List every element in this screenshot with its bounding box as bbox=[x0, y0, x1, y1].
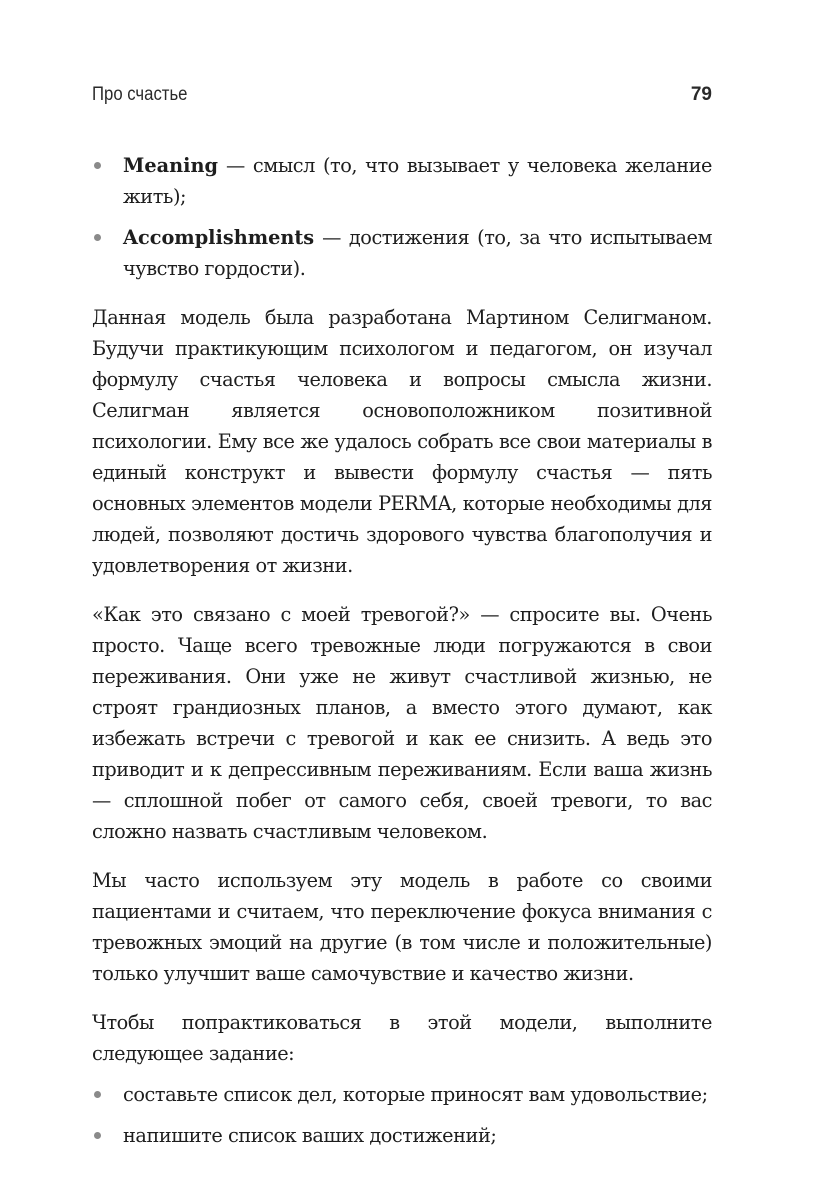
bullet-list-tasks bbox=[92, 1079, 712, 1151]
list-item bbox=[92, 222, 712, 284]
running-header bbox=[92, 84, 712, 112]
bullet-list-perma bbox=[92, 150, 712, 284]
list-item bbox=[92, 150, 712, 212]
bullet-text: напишите список ваших достижений; bbox=[123, 1124, 497, 1147]
bullet-term: Accomplishments bbox=[123, 226, 315, 249]
bullet-text: составьте список дел, которые приносят вам удовольствие; bbox=[123, 1083, 708, 1106]
list-item bbox=[92, 1079, 712, 1110]
bullet-text: — достижения (то, за что испытываем чувство гордости). bbox=[123, 226, 712, 280]
paragraph: Данная модель была разработана Мартином Селигманом. Будучи практикующим психологом и педагогом, он изучал формулу счастья человека и вопросы смысла жизни. Селигман является основоположником позитивной психологии. Ему все же удалось собрать все свои материалы в единый конструкт и вывести формулу счастья — пять основных элементов модели PERMA, которые необходимы для людей, позволяют достичь здорового чувства благополучия и удовлетворения от жизни. bbox=[92, 306, 712, 577]
bullet-icon bbox=[94, 234, 101, 241]
running-title: Про счастье bbox=[92, 84, 188, 105]
bullet-term: Meaning bbox=[123, 154, 218, 177]
bullet-text: — смысл (то, что вызывает у человека желание жить); bbox=[123, 154, 712, 208]
body-text bbox=[92, 150, 712, 1161]
page-number: 79 bbox=[690, 84, 712, 105]
list-item bbox=[92, 1120, 712, 1151]
bullet-icon bbox=[94, 1132, 101, 1139]
bullet-icon bbox=[94, 162, 101, 169]
paragraph: Чтобы попрактиковаться в этой модели, выполните следующее задание: bbox=[92, 1011, 712, 1065]
paragraph: «Как это связано с моей тревогой?» — спросите вы. Очень просто. Чаще всего тревожные люди погружаются в свои переживания. Они уже не живут счастливой жизнью, не строят грандиозных планов, а вместо этого думают, как избежать встречи с тревогой и как ее снизить. А ведь это приводит и к депрессивным переживаниям. Если ваша жизнь — сплошной побег от самого себя, своей тревоги, то вас сложно назвать счастливым человеком. bbox=[92, 603, 712, 843]
paragraph: Мы часто используем эту модель в работе со своими пациентами и считаем, что переключение фокуса внимания с тревожных эмоций на другие (в том числе и положительные) только улучшит ваше самочувствие и качество жизни. bbox=[92, 869, 712, 985]
bullet-icon bbox=[94, 1091, 101, 1098]
